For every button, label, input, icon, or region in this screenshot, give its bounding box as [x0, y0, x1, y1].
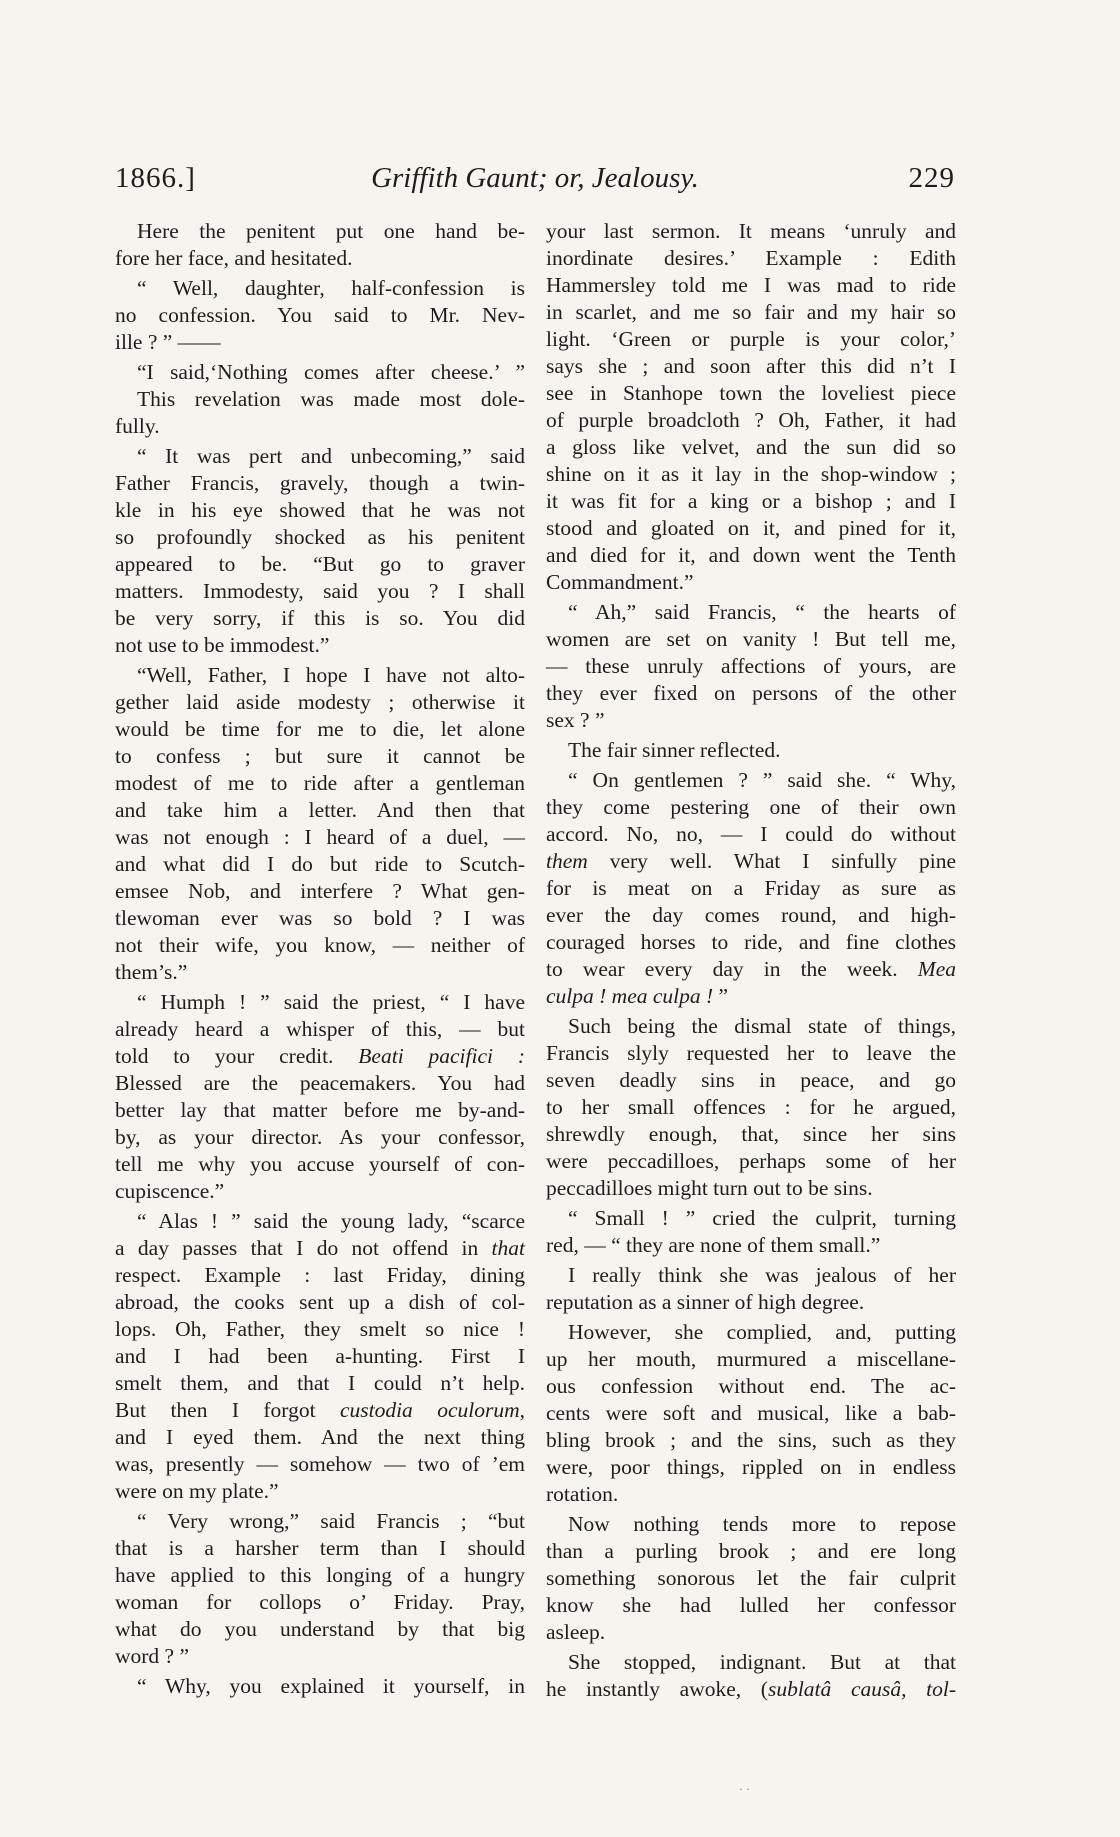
text-line: than a purling brook ; and ere long: [546, 1539, 956, 1563]
text-line: were on my plate.”: [115, 1479, 279, 1503]
text-line: he instantly awoke, (sublatâ causâ, tol-: [546, 1677, 956, 1701]
text-line: would be time for me to die, let alone: [115, 717, 525, 741]
text-line: and I eyed them. And the next thing: [115, 1425, 525, 1449]
text-line: gether laid aside modesty ; otherwise it: [115, 690, 525, 714]
text-line: light. ‘Green or purple is your color,’: [546, 327, 956, 351]
text-line: a gloss like velvet, and the sun did so: [546, 435, 956, 459]
text-line: sex ? ”: [546, 708, 605, 732]
text-line: smelt them, and that I could n’t help.: [115, 1371, 525, 1395]
text-line: Here the penitent put one hand be-: [137, 219, 525, 243]
text-line: they ever fixed on persons of the other: [546, 681, 956, 705]
text-line: were, poor things, rippled on in endless: [546, 1455, 956, 1479]
text-line: fore her face, and hesitated.: [115, 246, 353, 270]
text-line: not use to be immodest.”: [115, 633, 330, 657]
text-line: not their wife, you know, — neither of: [115, 933, 525, 957]
text-line: them’s.”: [115, 960, 188, 984]
text-line: were peccadilloes, perhaps some of her: [546, 1149, 956, 1173]
text-line: to her small offences : for he argued,: [546, 1095, 956, 1119]
text-line: “Well, Father, I hope I have not alto-: [137, 663, 525, 687]
text-line: rotation.: [546, 1482, 619, 1506]
text-line: fully.: [115, 414, 160, 438]
text-line: and I had been a-hunting. First I: [115, 1344, 525, 1368]
text-line: “ On gentlemen ? ” said she. “ Why,: [568, 768, 956, 792]
text-line: woman for collops o’ Friday. Pray,: [115, 1590, 525, 1614]
text-line: red, — “ they are none of them small.”: [546, 1233, 881, 1257]
text-line: “ Small ! ” cried the culprit, turning: [568, 1206, 956, 1230]
text-line: cents were soft and musical, like a bab-: [546, 1401, 956, 1425]
text-line: better lay that matter before me by-and-: [115, 1098, 525, 1122]
text-line: modest of me to ride after a gentleman: [115, 771, 525, 795]
text-line: However, she complied, and, putting: [568, 1320, 956, 1344]
text-line: shine on it as it lay in the shop-window ;: [546, 462, 956, 486]
text-line: tell me why you accuse yourself of con-: [115, 1152, 525, 1176]
text-line: up her mouth, murmured a miscellane-: [546, 1347, 956, 1371]
text-line: accord. No, no, — I could do without: [546, 822, 956, 846]
text-line: already heard a whisper of this, — but: [115, 1017, 525, 1041]
text-line: stood and gloated on it, and pined for it,: [546, 516, 956, 540]
text-line: to confess ; but sure it cannot be: [115, 744, 525, 768]
page-number: 229: [908, 162, 955, 194]
text-line: them very well. What I sinfully pine: [546, 849, 956, 873]
text-line: inordinate desires.’ Example : Edith: [546, 246, 956, 270]
text-line: word ? ”: [115, 1644, 190, 1668]
text-line: matters. Immodesty, said you ? I shall: [115, 579, 525, 603]
text-line: and take him a letter. And then that: [115, 798, 525, 822]
text-line: “ Why, you explained it yourself, in: [137, 1674, 525, 1698]
text-line: your last sermon. It means ‘unruly and: [546, 219, 956, 243]
text-line: respect. Example : last Friday, dining: [115, 1263, 525, 1287]
text-line: “I said,‘Nothing comes after cheese.’ ”: [137, 360, 525, 384]
text-line: abroad, the cooks sent up a dish of col-: [115, 1290, 525, 1314]
text-line: says she ; and soon after this did n’t I: [546, 354, 956, 378]
text-line: told to your credit. Beati pacifici :: [115, 1044, 526, 1068]
text-line: bling brook ; and the sins, such as they: [546, 1428, 956, 1452]
text-line: “ Very wrong,” said Francis ; “but: [137, 1509, 525, 1533]
running-header: [115, 162, 955, 206]
text-line: have applied to this longing of a hungry: [115, 1563, 525, 1587]
text-line: Francis slyly requested her to leave the: [546, 1041, 956, 1065]
text-line: be very sorry, if this is so. You did: [115, 606, 525, 630]
text-line: a day passes that I do not offend in that: [115, 1236, 525, 1260]
text-line: know she had lulled her confessor: [546, 1593, 956, 1617]
text-line: Blessed are the peacemakers. You had: [115, 1071, 525, 1095]
text-line: “ Well, daughter, half-confession is: [137, 276, 525, 300]
text-line: it was fit for a king or a bishop ; and I: [546, 489, 956, 513]
text-line: something sonorous let the fair culprit: [546, 1566, 956, 1590]
text-line: ille ? ” ——: [115, 330, 221, 354]
header-title: Griffith Gaunt; or, Jealousy.: [371, 162, 699, 194]
text-line: for is meat on a Friday as sure as: [546, 876, 956, 900]
text-line: they come pestering one of their own: [546, 795, 956, 819]
text-line: was not enough : I heard of a duel, —: [115, 825, 525, 849]
text-line: This revelation was made most dole-: [137, 387, 525, 411]
text-line: Commandment.”: [546, 570, 694, 594]
text-line: and what did I do but ride to Scutch-: [115, 852, 525, 876]
text-line: no confession. You said to Mr. Nev-: [115, 303, 525, 327]
text-line: “ Humph ! ” said the priest, “ I have: [137, 990, 525, 1014]
text-line: “ It was pert and unbecoming,” said: [137, 444, 525, 468]
text-line: in scarlet, and me so fair and my hair so: [546, 300, 956, 324]
text-line: Such being the dismal state of things,: [568, 1014, 956, 1038]
text-line: and died for it, and down went the Tenth: [546, 543, 956, 567]
text-line: of purple broadcloth ? Oh, Father, it had: [546, 408, 956, 432]
text-line: peccadilloes might turn out to be sins.: [546, 1176, 873, 1200]
text-line: She stopped, indignant. But at that: [568, 1650, 956, 1674]
text-line: The fair sinner reflected.: [568, 738, 781, 762]
text-line: by, as your director. As your confessor,: [115, 1125, 525, 1149]
text-line: emsee Nob, and interfere ? What gen-: [115, 879, 525, 903]
text-line: see in Stanhope town the loveliest piece: [546, 381, 956, 405]
text-line: reputation as a sinner of high degree.: [546, 1290, 865, 1314]
text-line: cupiscence.”: [115, 1179, 225, 1203]
text-line: — these unruly affections of yours, are: [546, 654, 956, 678]
text-line: “ Alas ! ” said the young lady, “scarce: [137, 1209, 525, 1233]
text-line: women are set on vanity ! But tell me,: [546, 627, 956, 651]
text-line: tlewoman ever was so bold ? I was: [115, 906, 525, 930]
text-line: I really think she was jealous of her: [568, 1263, 956, 1287]
text-line: But then I forgot custodia oculorum,: [115, 1398, 525, 1422]
printing-specks: · ·: [739, 1782, 750, 1796]
text-line: Now nothing tends more to repose: [568, 1512, 956, 1536]
text-line: Hammersley told me I was mad to ride: [546, 273, 956, 297]
header-year: 1866.]: [115, 162, 196, 194]
text-column-right: [546, 218, 956, 1703]
text-line: ever the day comes round, and high-: [546, 903, 956, 927]
text-line: shrewdly enough, that, since her sins: [546, 1122, 956, 1146]
text-line: what do you understand by that big: [115, 1617, 525, 1641]
text-line: so profoundly shocked as his penitent: [115, 525, 525, 549]
text-line: to wear every day in the week. Mea: [546, 957, 956, 981]
text-line: kle in his eye showed that he was not: [115, 498, 525, 522]
text-line: couraged horses to ride, and fine clothes: [546, 930, 956, 954]
text-line: appeared to be. “But go to graver: [115, 552, 525, 576]
text-line: that is a harsher term than I should: [115, 1536, 525, 1560]
text-line: lops. Oh, Father, they smelt so nice !: [115, 1317, 525, 1341]
text-line: asleep.: [546, 1620, 606, 1644]
text-line: seven deadly sins in peace, and go: [546, 1068, 956, 1092]
text-line: was, presently — somehow — two of ’em: [115, 1452, 525, 1476]
text-line: “ Ah,” said Francis, “ the hearts of: [568, 600, 956, 624]
text-line: culpa ! mea culpa ! ”: [546, 984, 729, 1008]
text-column-left: [115, 218, 525, 1700]
text-line: Father Francis, gravely, though a twin-: [115, 471, 525, 495]
text-line: ous confession without end. The ac-: [546, 1374, 956, 1398]
